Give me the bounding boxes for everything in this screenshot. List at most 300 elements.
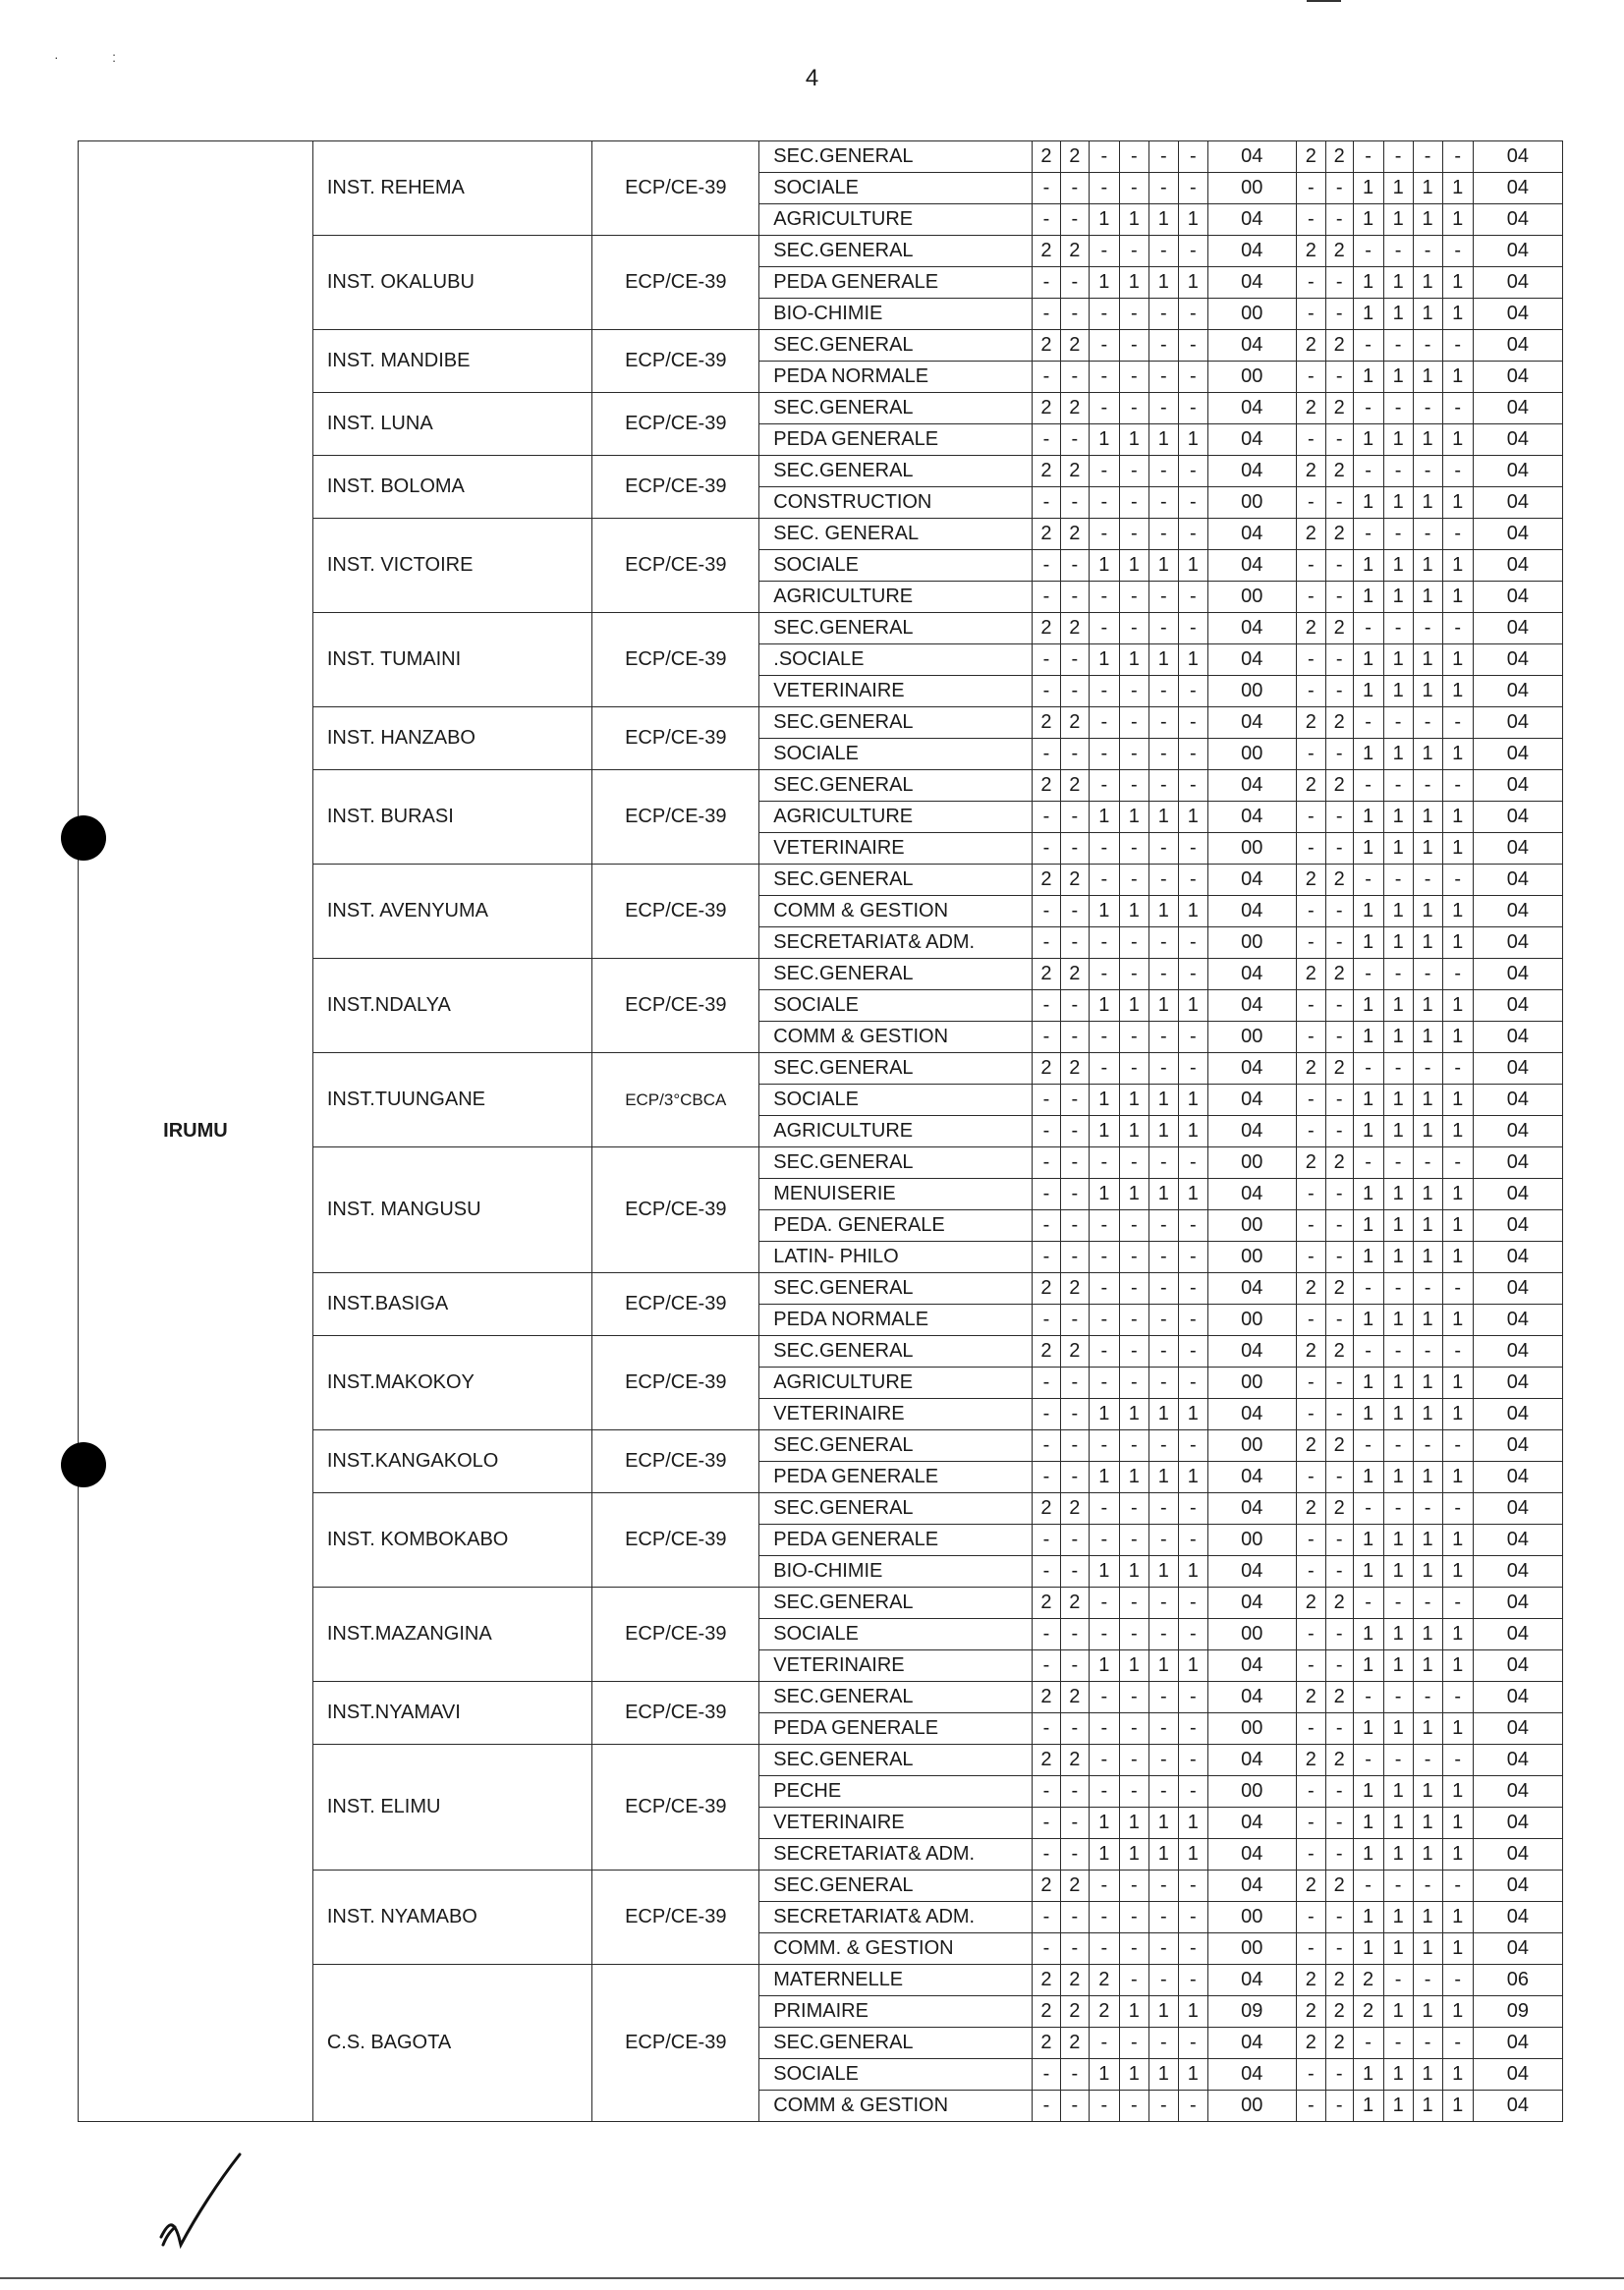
class-count-a: -	[1148, 1871, 1178, 1902]
bottom-edge-line	[0, 2277, 1624, 2279]
class-count-b: 1	[1442, 1556, 1473, 1588]
total-b: 04	[1473, 1179, 1562, 1210]
class-count-a: -	[1148, 299, 1178, 330]
class-count-b: 2	[1296, 770, 1325, 802]
class-count-a: -	[1089, 770, 1119, 802]
class-count-b: 2	[1296, 613, 1325, 644]
class-count-a: -	[1148, 707, 1178, 739]
territory-cell: IRUMU	[79, 141, 313, 2122]
class-count-a: -	[1060, 2091, 1089, 2122]
class-count-a: -	[1148, 1430, 1178, 1462]
class-count-a: 1	[1089, 1116, 1119, 1147]
school-regime: ECP/CE-39	[592, 613, 759, 707]
class-count-a: -	[1148, 1682, 1178, 1713]
class-count-b: 1	[1413, 362, 1442, 393]
class-count-a: -	[1033, 833, 1061, 865]
total-a: 00	[1207, 1305, 1296, 1336]
class-count-a: -	[1178, 1147, 1207, 1179]
class-count-a: -	[1089, 1588, 1119, 1619]
class-count-b: -	[1383, 1336, 1413, 1368]
school-name: INST.NYAMAVI	[312, 1682, 591, 1745]
total-b: 04	[1473, 1085, 1562, 1116]
class-count-b: 1	[1413, 1085, 1442, 1116]
class-count-a: -	[1119, 173, 1148, 204]
class-count-a: 1	[1119, 267, 1148, 299]
class-count-b: 1	[1413, 1305, 1442, 1336]
class-count-a: 1	[1119, 1399, 1148, 1430]
class-count-a: -	[1178, 173, 1207, 204]
class-count-a: 1	[1178, 1399, 1207, 1430]
class-count-a: -	[1060, 299, 1089, 330]
class-count-b: -	[1325, 204, 1353, 236]
binder-hole-bottom	[61, 1442, 106, 1487]
class-count-a: -	[1119, 1713, 1148, 1745]
total-a: 00	[1207, 582, 1296, 613]
total-b: 04	[1473, 1619, 1562, 1650]
class-count-a: -	[1089, 676, 1119, 707]
class-count-b: 1	[1353, 1713, 1383, 1745]
option-name: PEDA GENERALE	[759, 1713, 1033, 1745]
class-count-b: 1	[1413, 927, 1442, 959]
class-count-b: -	[1325, 1902, 1353, 1933]
class-count-b: 1	[1383, 802, 1413, 833]
class-count-b: -	[1353, 1053, 1383, 1085]
class-count-b: 1	[1353, 927, 1383, 959]
class-count-a: 1	[1148, 550, 1178, 582]
schools-table	[78, 140, 1563, 2122]
class-count-a: -	[1060, 802, 1089, 833]
option-name: PEDA GENERALE	[759, 267, 1033, 299]
class-count-a: -	[1148, 1147, 1178, 1179]
class-count-b: 1	[1442, 1116, 1473, 1147]
class-count-a: 1	[1089, 1399, 1119, 1430]
class-count-a: -	[1033, 2091, 1061, 2122]
class-count-a: 1	[1089, 550, 1119, 582]
school-regime: ECP/3°CBCA	[592, 1053, 759, 1147]
class-count-b: 1	[1383, 173, 1413, 204]
class-count-b: 1	[1413, 267, 1442, 299]
total-b: 04	[1473, 2059, 1562, 2091]
class-count-b: 1	[1353, 1399, 1383, 1430]
class-count-b: -	[1296, 204, 1325, 236]
total-a: 00	[1207, 299, 1296, 330]
class-count-a: 1	[1089, 1179, 1119, 1210]
class-count-b: -	[1353, 707, 1383, 739]
class-count-b: 1	[1413, 1996, 1442, 2028]
class-count-b: -	[1413, 959, 1442, 990]
total-b: 04	[1473, 1745, 1562, 1776]
class-count-a: -	[1119, 1902, 1148, 1933]
class-count-a: -	[1178, 1871, 1207, 1902]
class-count-a: 2	[1060, 330, 1089, 362]
option-name: SEC.GENERAL	[759, 613, 1033, 644]
option-name: SEC.GENERAL	[759, 2028, 1033, 2059]
class-count-b: 2	[1325, 1745, 1353, 1776]
class-count-a: -	[1119, 393, 1148, 424]
class-count-a: -	[1089, 959, 1119, 990]
class-count-a: -	[1060, 896, 1089, 927]
total-b: 04	[1473, 299, 1562, 330]
class-count-b: 2	[1325, 1996, 1353, 2028]
class-count-b: -	[1325, 1179, 1353, 1210]
option-name: .SOCIALE	[759, 644, 1033, 676]
school-regime: ECP/CE-39	[592, 1745, 759, 1871]
class-count-b: 1	[1442, 487, 1473, 519]
class-count-b: 1	[1383, 896, 1413, 927]
class-count-b: 1	[1442, 1808, 1473, 1839]
school-name: INST. VICTOIRE	[312, 519, 591, 613]
class-count-b: 2	[1325, 1682, 1353, 1713]
class-count-b: -	[1296, 1808, 1325, 1839]
total-a: 04	[1207, 519, 1296, 550]
class-count-a: -	[1148, 1336, 1178, 1368]
total-a: 00	[1207, 1147, 1296, 1179]
class-count-b: -	[1296, 739, 1325, 770]
class-count-b: 1	[1442, 1776, 1473, 1808]
class-count-b: -	[1413, 1588, 1442, 1619]
total-b: 04	[1473, 707, 1562, 739]
class-count-b: 1	[1353, 644, 1383, 676]
class-count-b: -	[1353, 1336, 1383, 1368]
class-count-a: -	[1148, 519, 1178, 550]
class-count-a: 2	[1060, 519, 1089, 550]
total-a: 00	[1207, 1776, 1296, 1808]
class-count-b: 1	[1442, 299, 1473, 330]
class-count-a: -	[1178, 1368, 1207, 1399]
total-b: 04	[1473, 896, 1562, 927]
school-name: INST.BASIGA	[312, 1273, 591, 1336]
class-count-b: 1	[1442, 1179, 1473, 1210]
option-name: SEC.GENERAL	[759, 1682, 1033, 1713]
total-a: 04	[1207, 1273, 1296, 1305]
class-count-a: 2	[1060, 707, 1089, 739]
total-a: 04	[1207, 802, 1296, 833]
class-count-a: 1	[1119, 2059, 1148, 2091]
class-count-a: 2	[1060, 1493, 1089, 1525]
class-count-b: -	[1353, 1682, 1383, 1713]
class-count-b: 1	[1383, 1305, 1413, 1336]
class-count-a: 1	[1089, 2059, 1119, 2091]
total-a: 04	[1207, 1399, 1296, 1430]
option-name: SEC.GENERAL	[759, 1273, 1033, 1305]
class-count-b: -	[1325, 2059, 1353, 2091]
class-count-a: -	[1060, 1022, 1089, 1053]
total-b: 04	[1473, 990, 1562, 1022]
class-count-a: 2	[1060, 1273, 1089, 1305]
option-name: VETERINAIRE	[759, 1399, 1033, 1430]
school-regime: ECP/CE-39	[592, 330, 759, 393]
class-count-a: -	[1060, 1242, 1089, 1273]
class-count-a: -	[1178, 2091, 1207, 2122]
class-count-b: 1	[1413, 1619, 1442, 1650]
class-count-b: -	[1413, 1430, 1442, 1462]
total-b: 04	[1473, 330, 1562, 362]
class-count-b: 2	[1325, 330, 1353, 362]
class-count-a: 1	[1119, 896, 1148, 927]
class-count-b: 1	[1353, 2059, 1383, 2091]
class-count-a: 1	[1119, 1839, 1148, 1871]
total-a: 04	[1207, 424, 1296, 456]
class-count-a: -	[1089, 1147, 1119, 1179]
class-count-b: -	[1325, 1462, 1353, 1493]
top-edge-mark	[1307, 0, 1341, 2]
class-count-a: -	[1148, 456, 1178, 487]
class-count-b: -	[1296, 1242, 1325, 1273]
class-count-b: 1	[1383, 1619, 1413, 1650]
class-count-a: -	[1119, 1776, 1148, 1808]
school-name: INST.NDALYA	[312, 959, 591, 1053]
total-a: 04	[1207, 896, 1296, 927]
class-count-b: 2	[1296, 236, 1325, 267]
option-name: SEC.GENERAL	[759, 1588, 1033, 1619]
class-count-b: 1	[1413, 424, 1442, 456]
class-count-b: -	[1413, 1682, 1442, 1713]
class-count-a: -	[1178, 1619, 1207, 1650]
class-count-b: 2	[1296, 959, 1325, 990]
class-count-b: -	[1296, 1022, 1325, 1053]
class-count-a: -	[1089, 1493, 1119, 1525]
class-count-a: -	[1119, 1682, 1148, 1713]
class-count-a: -	[1119, 1871, 1148, 1902]
class-count-b: -	[1413, 519, 1442, 550]
class-count-b: -	[1296, 299, 1325, 330]
class-count-b: 1	[1353, 1556, 1383, 1588]
class-count-a: 1	[1089, 1650, 1119, 1682]
class-count-a: -	[1060, 1839, 1089, 1871]
class-count-a: -	[1148, 739, 1178, 770]
total-a: 04	[1207, 141, 1296, 173]
class-count-a: 2	[1033, 1965, 1061, 1996]
class-count-b: 2	[1325, 1430, 1353, 1462]
class-count-a: -	[1060, 1368, 1089, 1399]
class-count-b: -	[1325, 1525, 1353, 1556]
class-count-b: -	[1413, 613, 1442, 644]
class-count-a: -	[1178, 362, 1207, 393]
class-count-b: -	[1353, 865, 1383, 896]
class-count-b: -	[1325, 424, 1353, 456]
total-b: 04	[1473, 1493, 1562, 1525]
class-count-b: 1	[1442, 1085, 1473, 1116]
class-count-a: -	[1119, 362, 1148, 393]
class-count-b: -	[1296, 1713, 1325, 1745]
class-count-a: 1	[1089, 990, 1119, 1022]
class-count-b: -	[1325, 1022, 1353, 1053]
class-count-b: 1	[1353, 362, 1383, 393]
class-count-b: -	[1353, 770, 1383, 802]
school-regime: ECP/CE-39	[592, 1965, 759, 2122]
option-name: SOCIALE	[759, 990, 1033, 1022]
total-a: 04	[1207, 330, 1296, 362]
class-count-a: -	[1089, 487, 1119, 519]
school-regime: ECP/CE-39	[592, 865, 759, 959]
class-count-a: -	[1148, 1713, 1178, 1745]
class-count-b: 1	[1353, 1776, 1383, 1808]
class-count-a: 2	[1060, 456, 1089, 487]
class-count-b: 1	[1383, 1525, 1413, 1556]
total-a: 04	[1207, 236, 1296, 267]
class-count-a: -	[1033, 1116, 1061, 1147]
class-count-a: 2	[1033, 393, 1061, 424]
total-b: 04	[1473, 1210, 1562, 1242]
class-count-b: -	[1325, 1556, 1353, 1588]
class-count-a: -	[1060, 676, 1089, 707]
class-count-a: -	[1089, 2028, 1119, 2059]
class-count-a: 1	[1089, 644, 1119, 676]
class-count-a: 1	[1089, 267, 1119, 299]
total-a: 00	[1207, 1022, 1296, 1053]
option-name: PEDA NORMALE	[759, 362, 1033, 393]
class-count-a: -	[1148, 141, 1178, 173]
class-count-a: -	[1033, 1085, 1061, 1116]
class-count-a: -	[1119, 519, 1148, 550]
class-count-b: 1	[1413, 1179, 1442, 1210]
school-name: C.S. BAGOTA	[312, 1965, 591, 2122]
class-count-b: -	[1325, 1210, 1353, 1242]
total-b: 04	[1473, 959, 1562, 990]
class-count-b: 1	[1353, 582, 1383, 613]
school-name: INST. ELIMU	[312, 1745, 591, 1871]
class-count-a: -	[1119, 141, 1148, 173]
class-count-b: -	[1325, 990, 1353, 1022]
class-count-b: -	[1383, 1745, 1413, 1776]
class-count-b: -	[1442, 770, 1473, 802]
class-count-a: -	[1060, 1556, 1089, 1588]
class-count-b: 2	[1296, 1147, 1325, 1179]
option-name: VETERINAIRE	[759, 1650, 1033, 1682]
class-count-a: 2	[1060, 141, 1089, 173]
total-b: 04	[1473, 802, 1562, 833]
total-b: 04	[1473, 236, 1562, 267]
class-count-b: 1	[1383, 424, 1413, 456]
class-count-a: 1	[1178, 1179, 1207, 1210]
class-count-a: 2	[1033, 1273, 1061, 1305]
total-b: 09	[1473, 1996, 1562, 2028]
total-a: 04	[1207, 1650, 1296, 1682]
school-name: INST.KANGAKOLO	[312, 1430, 591, 1493]
total-a: 00	[1207, 1242, 1296, 1273]
class-count-b: -	[1325, 1242, 1353, 1273]
class-count-b: -	[1296, 1399, 1325, 1430]
option-name: SEC.GENERAL	[759, 959, 1033, 990]
class-count-a: -	[1148, 362, 1178, 393]
total-a: 04	[1207, 1965, 1296, 1996]
class-count-a: 1	[1119, 1650, 1148, 1682]
class-count-b: 1	[1353, 1368, 1383, 1399]
class-count-a: -	[1089, 1745, 1119, 1776]
class-count-a: -	[1178, 613, 1207, 644]
class-count-b: -	[1325, 1713, 1353, 1745]
school-regime: ECP/CE-39	[592, 393, 759, 456]
class-count-b: -	[1413, 865, 1442, 896]
class-count-a: 2	[1089, 1996, 1119, 2028]
class-count-a: -	[1178, 299, 1207, 330]
class-count-a: -	[1060, 550, 1089, 582]
class-count-b: 1	[1413, 1556, 1442, 1588]
class-count-a: 2	[1060, 1053, 1089, 1085]
class-count-b: -	[1442, 141, 1473, 173]
total-b: 04	[1473, 927, 1562, 959]
total-b: 04	[1473, 1305, 1562, 1336]
class-count-b: -	[1413, 141, 1442, 173]
class-count-a: 1	[1119, 1996, 1148, 2028]
class-count-a: 2	[1033, 330, 1061, 362]
class-count-b: -	[1353, 236, 1383, 267]
class-count-a: -	[1148, 770, 1178, 802]
class-count-a: 1	[1148, 1996, 1178, 2028]
option-name: SOCIALE	[759, 173, 1033, 204]
class-count-b: -	[1325, 644, 1353, 676]
class-count-b: 1	[1383, 299, 1413, 330]
class-count-b: -	[1383, 2028, 1413, 2059]
class-count-a: 1	[1119, 204, 1148, 236]
class-count-a: -	[1060, 1808, 1089, 1839]
class-count-b: -	[1296, 267, 1325, 299]
total-b: 04	[1473, 833, 1562, 865]
class-count-b: -	[1353, 330, 1383, 362]
class-count-b: 2	[1296, 393, 1325, 424]
class-count-b: 2	[1325, 1493, 1353, 1525]
class-count-a: -	[1033, 424, 1061, 456]
class-count-b: 1	[1413, 833, 1442, 865]
class-count-b: 1	[1383, 927, 1413, 959]
total-a: 04	[1207, 959, 1296, 990]
class-count-b: 1	[1353, 1242, 1383, 1273]
class-count-a: -	[1033, 1179, 1061, 1210]
total-b: 04	[1473, 613, 1562, 644]
class-count-b: 2	[1296, 1745, 1325, 1776]
class-count-a: -	[1089, 927, 1119, 959]
class-count-b: 1	[1353, 2091, 1383, 2122]
class-count-a: -	[1148, 1588, 1178, 1619]
option-name: COMM & GESTION	[759, 896, 1033, 927]
class-count-a: -	[1119, 707, 1148, 739]
class-count-a: 1	[1148, 1556, 1178, 1588]
total-a: 00	[1207, 2091, 1296, 2122]
class-count-b: 1	[1413, 1839, 1442, 1871]
class-count-b: 1	[1353, 173, 1383, 204]
class-count-a: -	[1119, 1147, 1148, 1179]
total-b: 04	[1473, 1713, 1562, 1745]
class-count-b: 1	[1383, 1368, 1413, 1399]
class-count-b: 1	[1442, 1368, 1473, 1399]
class-count-a: -	[1060, 1650, 1089, 1682]
class-count-a: -	[1060, 204, 1089, 236]
class-count-b: 2	[1296, 2028, 1325, 2059]
total-b: 04	[1473, 865, 1562, 896]
class-count-a: 2	[1060, 770, 1089, 802]
class-count-a: -	[1033, 1933, 1061, 1965]
class-count-b: -	[1325, 739, 1353, 770]
total-a: 00	[1207, 927, 1296, 959]
option-name: SEC.GENERAL	[759, 141, 1033, 173]
class-count-a: -	[1060, 424, 1089, 456]
class-count-b: -	[1296, 896, 1325, 927]
class-count-b: 1	[1353, 1525, 1383, 1556]
class-count-a: -	[1119, 1053, 1148, 1085]
class-count-b: 1	[1413, 1776, 1442, 1808]
class-count-b: -	[1442, 1965, 1473, 1996]
option-name: CONSTRUCTION	[759, 487, 1033, 519]
class-count-b: -	[1413, 1147, 1442, 1179]
school-regime: ECP/CE-39	[592, 1273, 759, 1336]
class-count-a: -	[1089, 1902, 1119, 1933]
class-count-b: 1	[1383, 204, 1413, 236]
class-count-a: 1	[1119, 1808, 1148, 1839]
total-b: 04	[1473, 1588, 1562, 1619]
option-name: SEC.GENERAL	[759, 1053, 1033, 1085]
class-count-a: -	[1178, 487, 1207, 519]
total-b: 04	[1473, 770, 1562, 802]
